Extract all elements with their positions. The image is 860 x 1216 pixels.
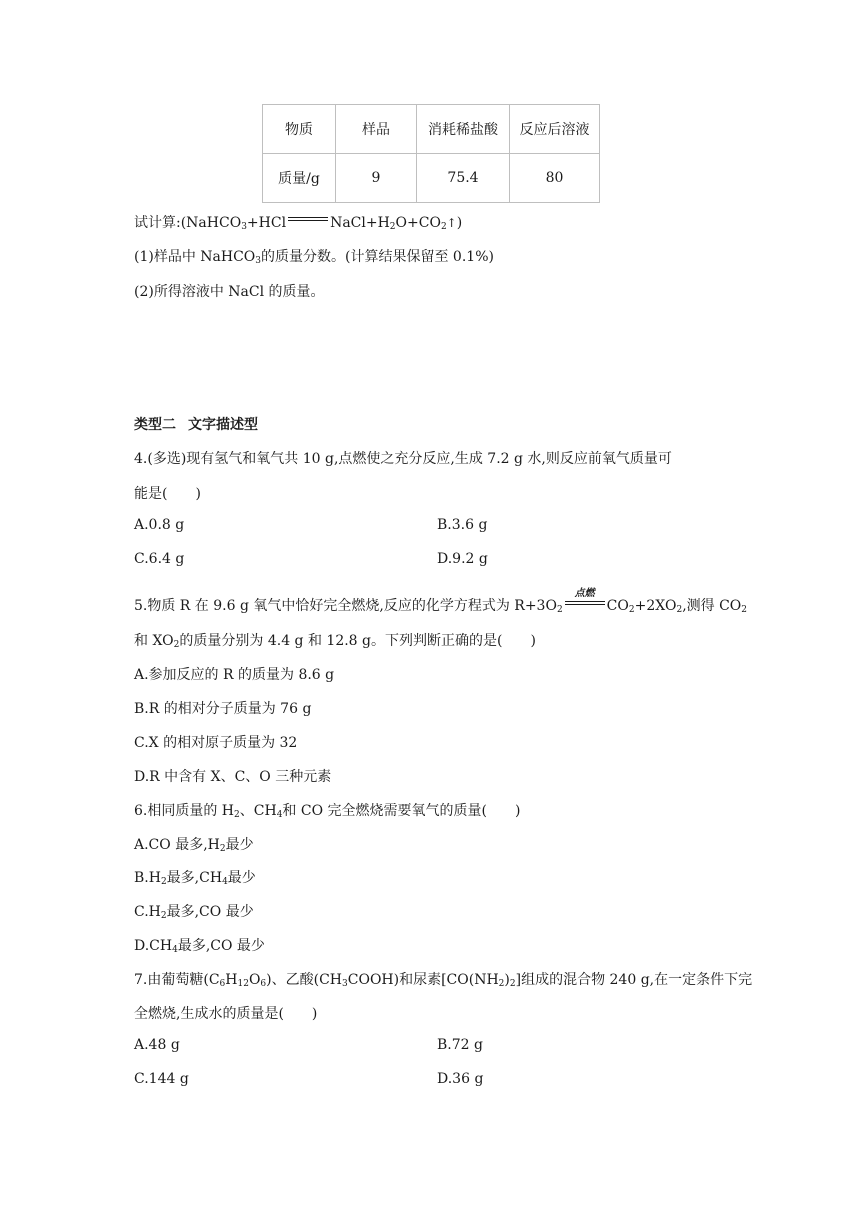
table-row [263,105,600,154]
option-c: C.6.4 g [134,551,185,567]
option-d: $D.CH_4$最多,CO 最少 [134,938,265,955]
problem-4-stem-2: 能是( ) [134,486,201,502]
option-c: C.144 g [134,1071,189,1087]
table-cell: 80 [510,154,600,203]
problem-7-stem-2: 全燃烧,生成水的质量是( ) [134,1006,318,1022]
option-a: A.CO 最多$,H_2$最少 [134,837,254,854]
option-d: D.36 g [437,1071,484,1087]
table-row [263,154,600,203]
option-b: B.72 g [437,1037,483,1053]
reaction-condition-equals: 点燃 [565,598,605,608]
problem-5-stem: 5.物质 R 在 9.6 g 氧气中恰好完全燃烧,反应的化学方程式为 $R+3O_2$ 点燃 $CO_2+2XO_2$,测得 $CO_2$ [134,588,748,615]
option-a: A.参加反应的 R 的质量为 8.6 g [134,667,335,683]
equals-sign [288,215,328,225]
option-c: $C.H_2$最多,CO 最少 [134,904,254,921]
table-cell: 9 [336,154,417,203]
option-c: C.X 的相对原子质量为 32 [134,735,298,751]
table-cell: 75.4 [417,154,510,203]
option-b: B.R 的相对分子质量为 76 g [134,701,312,717]
problem-7-stem: 7.由葡萄糖$(C_6H_{12}O_6)$、乙酸$(CH_3COOH)$和尿素$[CO(NH_2)_2]$组成的混合物 240 g,在一定条件下完 [134,972,753,989]
option-d: D.R 中含有 X、C、O 三种元素 [134,769,332,785]
table-header-cell: 消耗稀盐酸 [417,105,510,154]
question-1: (1)样品中 NaHCO$_3$的质量分数。(计算结果保留至 0.1%) [134,249,494,266]
section-heading: 类型二 文字描述型 [134,417,258,433]
option-d: D.9.2 g [437,551,488,567]
problem-6-stem: 6.相同质量的 $H_2$、$CH_4$和 CO 完全燃烧需要氧气的质量( ) [134,803,521,820]
option-b: B.3.6 g [437,517,488,533]
option-a: A.0.8 g [134,517,185,533]
option-a: A.48 g [134,1037,180,1053]
table-header-cell: 样品 [336,105,417,154]
table-header-cell: 物质 [263,105,336,154]
question-2: (2)所得溶液中 NaCl 的质量。 [134,284,325,300]
data-table [262,104,600,203]
table-row-label: 质量/g [263,154,336,203]
problem-5-stem-2: 和 $XO_2$的质量分别为 4.4 g 和 12.8 g。下列判断正确的是( ) [134,633,536,650]
table-header-cell: 反应后溶液 [510,105,600,154]
option-b: $B.H_2$最多$,CH_4$最少 [134,870,256,887]
problem-4-stem: 4.(多选)现有氢气和氧气共 10 g,点燃使之充分反应,生成 7.2 g 水,则反应前氧气质量可 [134,451,672,467]
calc-equation: 试计算:(NaHCO$_3$+HCl $NaCl+H_2O+CO_2↑$) [134,215,463,232]
gas-arrow-icon: ↑ [446,216,457,230]
